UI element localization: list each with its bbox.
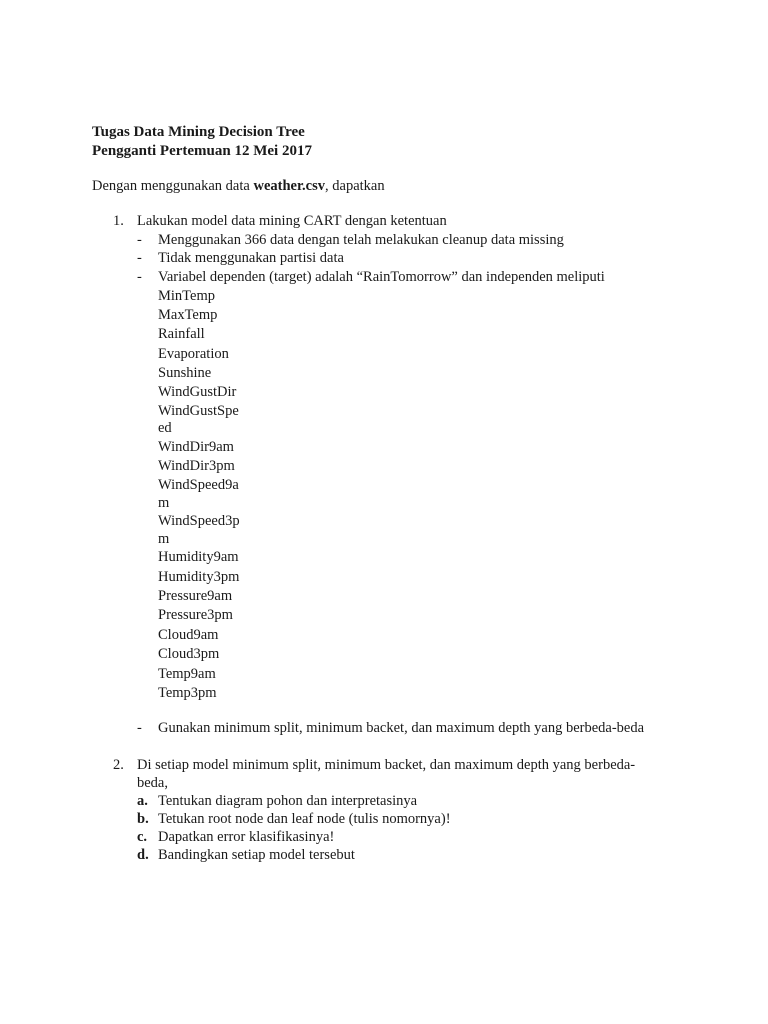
- variable-item: Temp9am: [158, 666, 216, 682]
- bullet-dash: -: [137, 720, 142, 736]
- variable-item: Humidity9am: [158, 549, 239, 565]
- variable-item: Sunshine: [158, 365, 212, 381]
- variable-item: MaxTemp: [158, 307, 218, 323]
- document-subtitle: Pengganti Pertemuan 12 Mei 2017: [92, 143, 312, 159]
- lettered-item: Bandingkan setiap model tersebut: [158, 847, 355, 863]
- variable-item: MinTemp: [158, 288, 215, 304]
- section-1-text: Lakukan model data mining CART dengan ketentuan: [137, 213, 447, 229]
- intro-suffix: , dapatkan: [325, 178, 385, 194]
- variable-item: Humidity3pm: [158, 569, 240, 585]
- section-2-text-line2: beda,: [137, 775, 168, 791]
- variable-item: Pressure3pm: [158, 607, 233, 623]
- bullet-dash: -: [137, 269, 142, 285]
- item-letter: b.: [137, 811, 149, 827]
- item-letter: c.: [137, 829, 148, 845]
- variable-item: Rainfall: [158, 326, 205, 342]
- variable-item: Cloud3pm: [158, 646, 220, 662]
- variable-item: WindSpeed9a: [158, 477, 239, 493]
- section-2-number: 2.: [113, 757, 124, 773]
- variable-item: WindSpeed3p: [158, 513, 240, 529]
- variable-item: WindGustSpe: [158, 403, 239, 419]
- item-letter: d.: [137, 847, 149, 863]
- bullet-item: Gunakan minimum split, minimum backet, dan maximum depth yang berbeda-beda: [158, 720, 645, 736]
- variable-item: m: [158, 531, 170, 547]
- variable-item: WindGustDir: [158, 384, 237, 400]
- bullet-item: Menggunakan 366 data dengan telah melakukan cleanup data missing: [158, 232, 564, 248]
- intro-filename: weather.csv: [253, 178, 326, 194]
- variable-item: Evaporation: [158, 346, 229, 362]
- variable-item: Cloud9am: [158, 627, 219, 643]
- variable-item: m: [158, 495, 170, 511]
- lettered-item: Tentukan diagram pohon dan interpretasinya: [158, 793, 418, 809]
- variable-item: WindDir3pm: [158, 458, 235, 474]
- document-title: Tugas Data Mining Decision Tree: [92, 124, 305, 140]
- lettered-item: Tetukan root node dan leaf node (tulis nomornya)!: [158, 811, 451, 827]
- bullet-item: Tidak menggunakan partisi data: [158, 250, 344, 266]
- bullet-item: Variabel dependen (target) adalah “RainTomorrow” dan independen meliputi: [158, 269, 605, 285]
- bullet-dash: -: [137, 250, 142, 266]
- section-1-number: 1.: [113, 213, 124, 229]
- bullet-dash: -: [137, 232, 142, 248]
- item-letter: a.: [137, 793, 148, 809]
- lettered-item: Dapatkan error klasifikasinya!: [158, 829, 335, 845]
- variable-item: WindDir9am: [158, 439, 234, 455]
- section-2-text-line1: Di setiap model minimum split, minimum backet, dan maximum depth yang berbeda-: [137, 757, 636, 773]
- variable-item: Pressure9am: [158, 588, 233, 604]
- intro-paragraph: [92, 177, 385, 196]
- intro-prefix: Dengan menggunakan data: [92, 178, 254, 194]
- variable-item: ed: [158, 420, 172, 436]
- variable-item: Temp3pm: [158, 685, 217, 701]
